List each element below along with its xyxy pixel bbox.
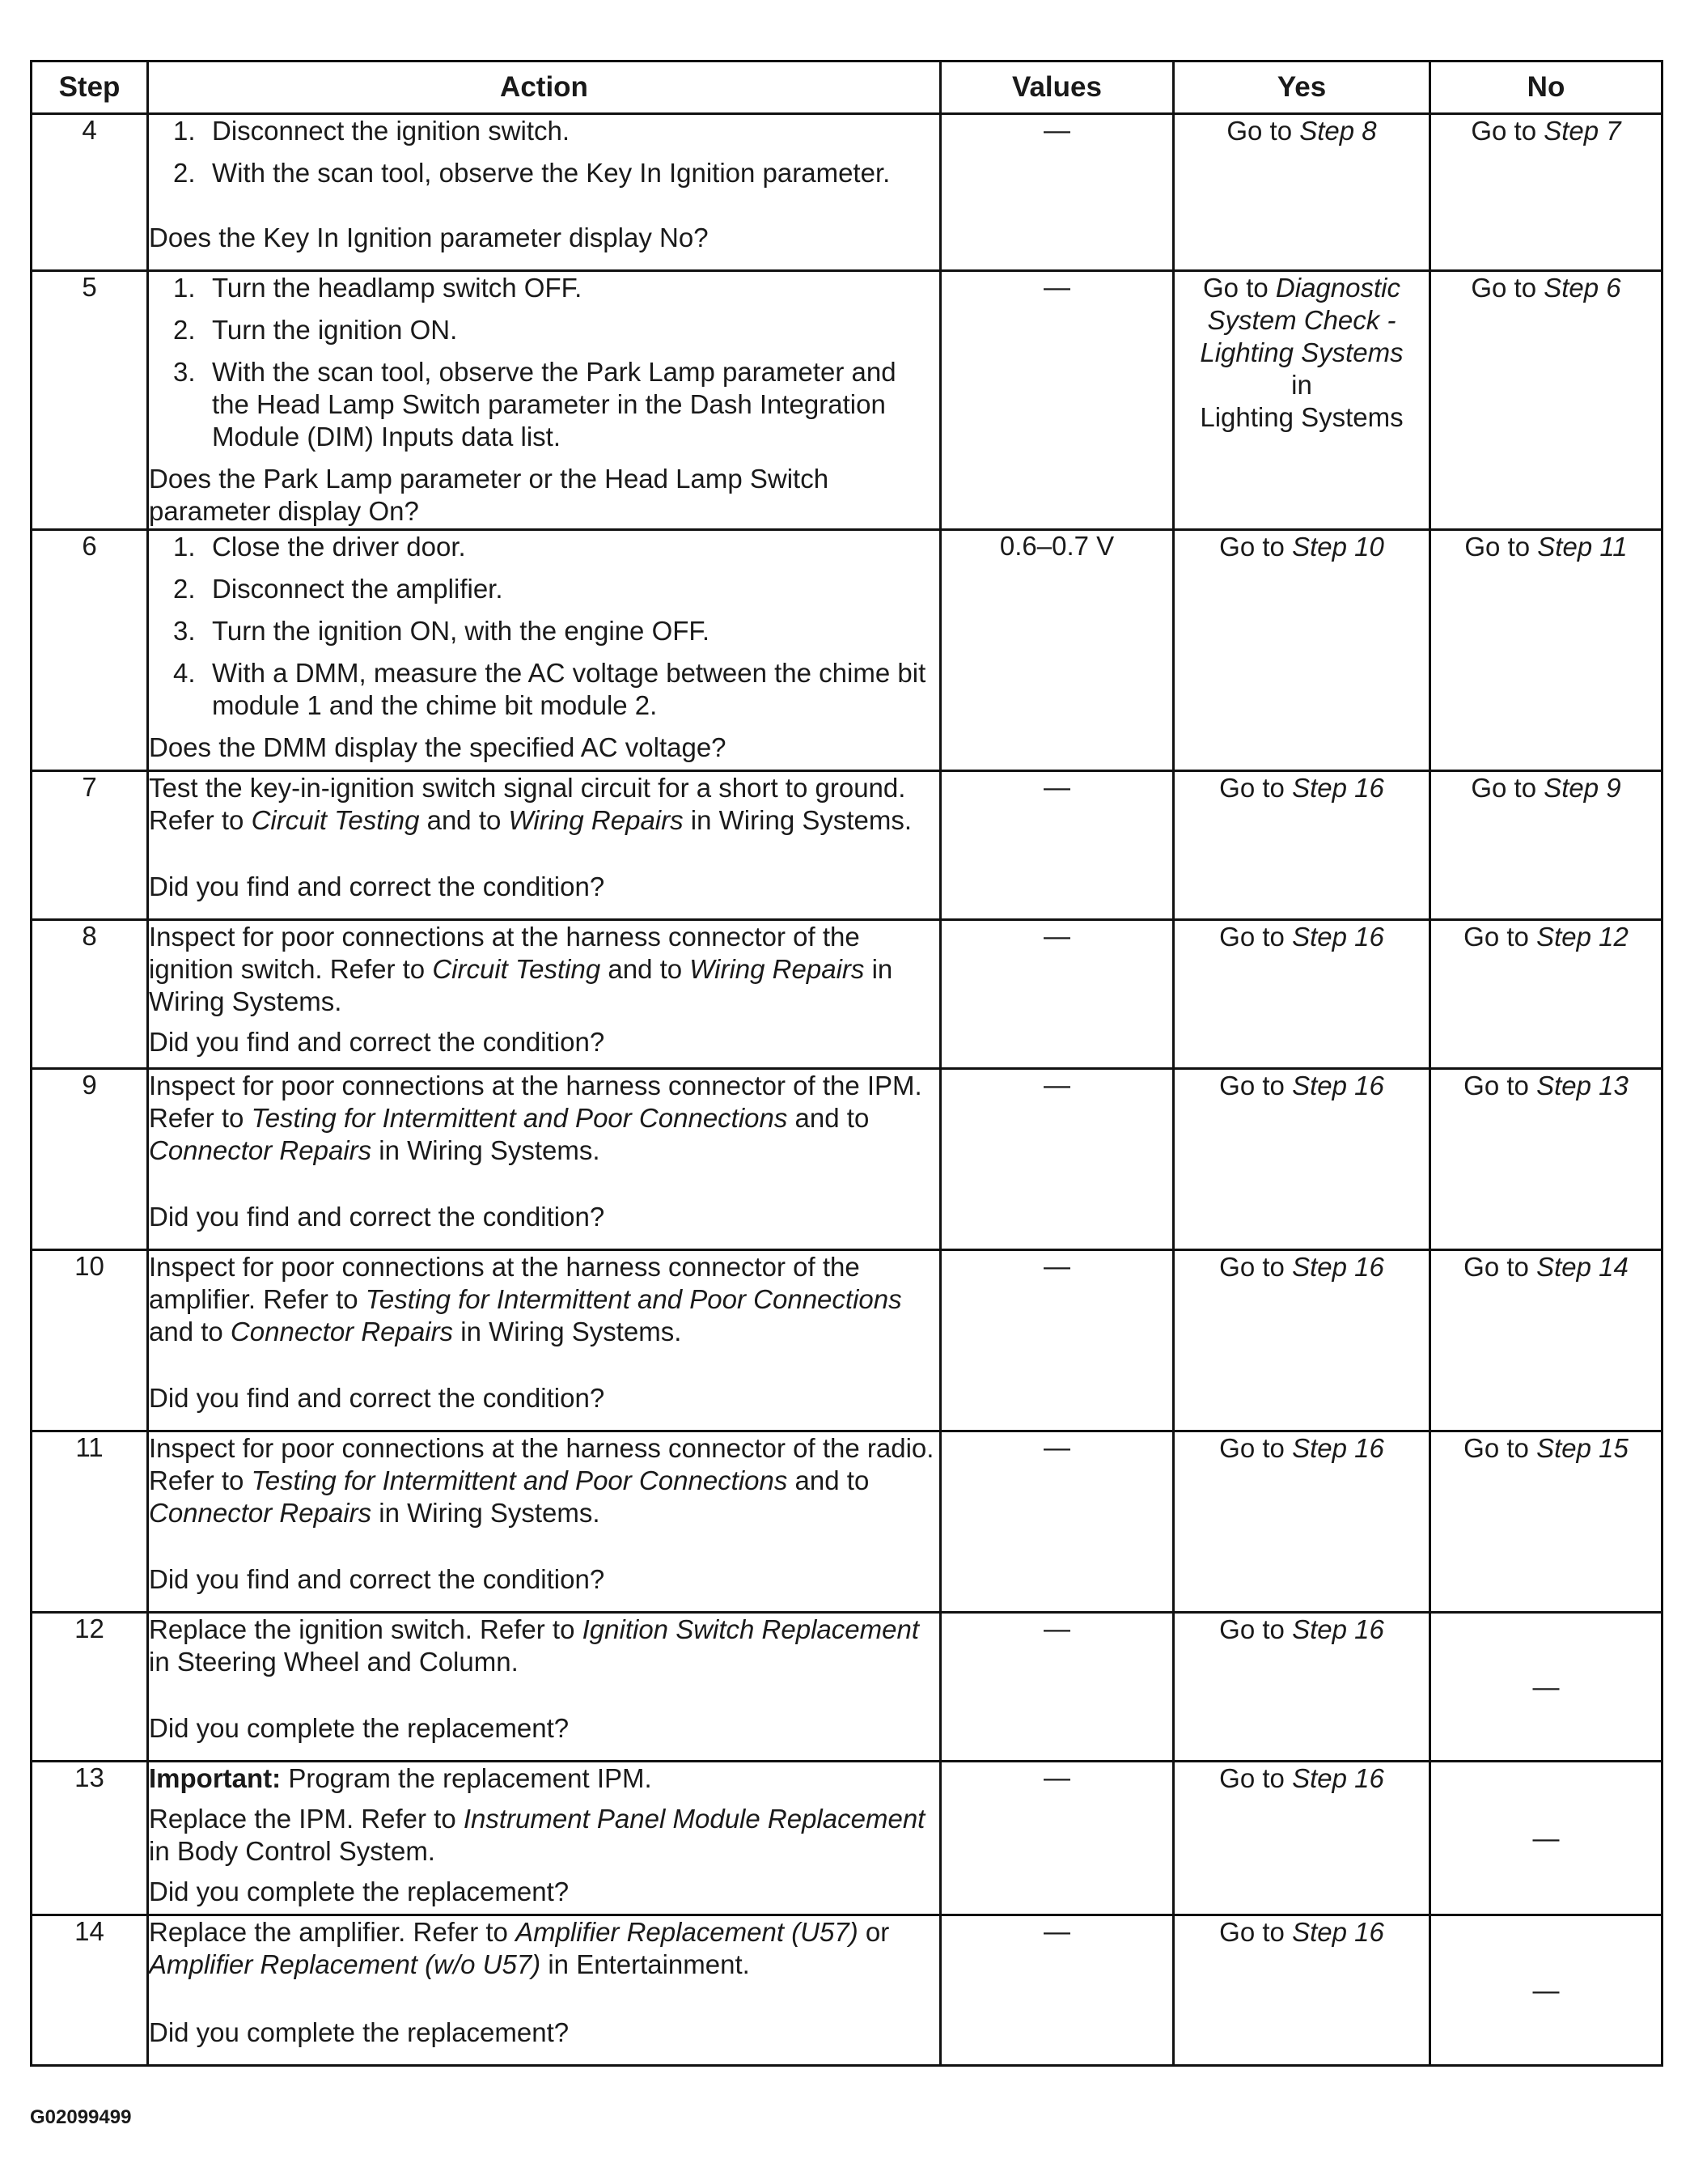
step-number: 6 xyxy=(82,531,97,561)
goto-target-link: Step 8 xyxy=(1299,116,1377,146)
yes-cell xyxy=(1174,530,1430,771)
step-cell xyxy=(32,1762,148,1915)
action-text xyxy=(149,921,939,1018)
value-text: — xyxy=(1044,1432,1070,1462)
value-text: — xyxy=(1044,921,1070,951)
action-cell xyxy=(148,771,941,920)
yes-goto[interactable] xyxy=(1175,115,1429,147)
action-text-part: and to xyxy=(787,1103,870,1133)
yes-goto[interactable] xyxy=(1175,1251,1429,1283)
reference-link: Connector Repairs xyxy=(230,1317,454,1346)
list-item-text: Turn the ignition ON. xyxy=(212,315,458,345)
list-item-text: With the scan tool, observe the Park Lamp parameter and the Head Lamp Switch parameter in the Dash Integration Module (DIM) Inputs data list. xyxy=(212,357,896,452)
header-action: Action xyxy=(148,61,941,114)
table-row xyxy=(32,530,1662,771)
yes-cell xyxy=(1174,920,1430,1069)
goto-target-link: Step 16 xyxy=(1292,1763,1384,1793)
list-item-number: 1. xyxy=(173,273,196,303)
table-header-row xyxy=(32,61,1662,114)
reference-link: Circuit Testing xyxy=(432,954,601,984)
action-cell xyxy=(148,530,941,771)
list-item-number: 2. xyxy=(173,574,196,604)
goto-prefix: Go to xyxy=(1219,922,1285,952)
table-row xyxy=(32,271,1662,530)
reference-link: Amplifier Replacement (U57) xyxy=(515,1917,858,1947)
values-cell xyxy=(941,530,1174,771)
action-text-part: or xyxy=(858,1917,890,1947)
list-item-number: 1. xyxy=(173,116,196,146)
list-item-number: 2. xyxy=(173,315,196,345)
action-question: Did you complete the replacement? xyxy=(149,2017,570,2047)
goto-prefix: Go to xyxy=(1463,1071,1529,1100)
action-text xyxy=(149,772,939,837)
goto-target-link: Step 12 xyxy=(1536,922,1629,952)
goto-prefix: Go to xyxy=(1219,1433,1285,1463)
action-question: Did you find and correct the condition? xyxy=(149,1202,605,1232)
list-item-text: Turn the headlamp switch OFF. xyxy=(212,273,582,303)
not-applicable-dash: — xyxy=(1532,1822,1560,1853)
action-list-item xyxy=(173,272,939,304)
goto-target-link: Step 16 xyxy=(1292,1917,1384,1947)
step-number: 7 xyxy=(82,772,97,802)
action-list-item xyxy=(173,531,939,563)
header-no: No xyxy=(1430,61,1662,114)
action-question: Did you complete the replacement? xyxy=(149,1713,570,1743)
table-row xyxy=(32,1762,1662,1915)
goto-target-link: Step 10 xyxy=(1292,532,1384,562)
important-note xyxy=(149,1762,939,1795)
goto-target-link: Step 16 xyxy=(1292,922,1384,952)
action-text-part: Replace the IPM. Refer to xyxy=(149,1804,464,1834)
yes-cell xyxy=(1174,1915,1430,2066)
no-goto[interactable] xyxy=(1431,531,1661,563)
action-text xyxy=(149,1251,939,1348)
step-number: 10 xyxy=(74,1251,104,1281)
goto-prefix: Go to xyxy=(1219,1614,1285,1644)
yes-goto[interactable] xyxy=(1175,1762,1429,1795)
value-text: — xyxy=(1044,1916,1070,1946)
step-cell xyxy=(32,1915,148,2066)
no-cell xyxy=(1430,920,1662,1069)
goto-target-link: Step 9 xyxy=(1544,773,1621,803)
goto-prefix: Go to xyxy=(1219,532,1285,562)
list-item-text: With a DMM, measure the AC voltage between the chime bit module 1 and the chime bit module 2. xyxy=(212,658,926,720)
action-cell xyxy=(148,1613,941,1762)
step-number: 13 xyxy=(74,1762,104,1792)
yes-goto[interactable] xyxy=(1175,1614,1429,1646)
value-text: — xyxy=(1044,1251,1070,1281)
goto-prefix: Go to xyxy=(1219,1071,1285,1100)
step-number: 4 xyxy=(82,115,97,145)
reference-link: Wiring Repairs xyxy=(689,954,865,984)
yes-cell xyxy=(1174,771,1430,920)
step-number: 5 xyxy=(82,272,97,302)
value-text: — xyxy=(1044,1614,1070,1643)
diagnostic-table xyxy=(30,60,1663,2067)
step-cell xyxy=(32,771,148,920)
action-list-item xyxy=(173,115,939,147)
no-cell xyxy=(1430,1613,1662,1762)
action-text-part: and to xyxy=(787,1465,870,1495)
action-text-part: Inspect for poor connections at the harness connector of the amplifier. Refer to xyxy=(149,1252,860,1314)
goto-prefix: Go to xyxy=(1463,1433,1529,1463)
goto-mid: in xyxy=(1291,370,1312,400)
goto-target-link: Step 7 xyxy=(1544,116,1621,146)
step-number: 9 xyxy=(82,1070,97,1100)
action-list-item xyxy=(173,657,939,722)
reference-link: Wiring Repairs xyxy=(508,805,684,835)
no-cell xyxy=(1430,530,1662,771)
no-goto[interactable] xyxy=(1431,272,1661,304)
no-cell xyxy=(1430,1250,1662,1431)
goto-prefix: Go to xyxy=(1471,273,1537,303)
value-text: — xyxy=(1044,115,1070,145)
action-cell xyxy=(148,1762,941,1915)
yes-goto[interactable] xyxy=(1175,1432,1429,1465)
action-list-item xyxy=(173,157,939,189)
goto-prefix: Go to xyxy=(1471,116,1537,146)
action-question: Did you find and correct the condition? xyxy=(149,1383,605,1413)
value-text: — xyxy=(1044,272,1070,302)
action-cell xyxy=(148,1250,941,1431)
important-label: Important: xyxy=(149,1763,282,1793)
action-question: Did you complete the replacement? xyxy=(149,1877,570,1906)
table-row xyxy=(32,1613,1662,1762)
action-cell xyxy=(148,271,941,530)
reference-link: Ignition Switch Replacement xyxy=(582,1614,919,1644)
goto-prefix: Go to xyxy=(1219,773,1285,803)
not-applicable-dash: — xyxy=(1532,1974,1560,2005)
action-text-part: Inspect for poor connections at the harness connector of the radio. Refer to xyxy=(149,1433,934,1495)
list-item-text: Close the driver door. xyxy=(212,532,466,562)
values-cell xyxy=(941,1915,1174,2066)
list-item-text: Disconnect the amplifier. xyxy=(212,574,503,604)
figure-id: G02099499 xyxy=(30,2106,132,2128)
action-text-part: in Steering Wheel and Column. xyxy=(149,1647,519,1677)
values-cell xyxy=(941,1431,1174,1613)
action-text-part: Replace the ignition switch. Refer to xyxy=(149,1614,582,1644)
list-item-text: Disconnect the ignition switch. xyxy=(212,116,570,146)
action-text-part: in Wiring Systems. xyxy=(149,954,893,1016)
list-item-number: 3. xyxy=(173,616,196,646)
step-cell xyxy=(32,1613,148,1762)
yes-cell xyxy=(1174,1762,1430,1915)
table-row xyxy=(32,1431,1662,1613)
action-text-part: Test the key-in-ignition switch signal circuit for a short to ground. Refer to xyxy=(149,773,906,835)
step-cell xyxy=(32,920,148,1069)
action-text-part: and to xyxy=(149,1317,231,1346)
reference-link: Circuit Testing xyxy=(251,805,420,835)
action-text-part: in Body Control System. xyxy=(149,1836,435,1866)
goto-prefix: Go to xyxy=(1471,773,1537,803)
action-cell xyxy=(148,1915,941,2066)
action-question: Did you find and correct the condition? xyxy=(149,1027,605,1057)
important-text: Program the replacement IPM. xyxy=(288,1763,652,1793)
no-cell xyxy=(1430,271,1662,530)
action-text xyxy=(149,1803,939,1868)
step-cell xyxy=(32,271,148,530)
yes-cell xyxy=(1174,114,1430,271)
action-list-item xyxy=(173,314,939,346)
goto-prefix: Go to xyxy=(1203,273,1269,303)
yes-goto[interactable] xyxy=(1175,531,1429,563)
step-cell xyxy=(32,1431,148,1613)
action-text xyxy=(149,1432,939,1529)
value-text: 0.6–0.7 V xyxy=(999,531,1115,561)
action-list-item xyxy=(173,356,939,453)
header-yes: Yes xyxy=(1174,61,1430,114)
yes-goto[interactable] xyxy=(1175,1916,1429,1949)
values-cell xyxy=(941,771,1174,920)
list-item-text: With the scan tool, observe the Key In Ignition parameter. xyxy=(212,158,891,188)
header-values: Values xyxy=(941,61,1174,114)
value-text: — xyxy=(1044,1070,1070,1100)
goto-target-link: Step 11 xyxy=(1537,532,1628,562)
no-cell xyxy=(1430,114,1662,271)
step-cell xyxy=(32,114,148,271)
action-question: Did you find and correct the condition? xyxy=(149,1564,605,1594)
table-row xyxy=(32,920,1662,1069)
goto-prefix: Go to xyxy=(1219,1763,1285,1793)
reference-link: Connector Repairs xyxy=(149,1498,372,1528)
reference-link: Connector Repairs xyxy=(149,1135,372,1165)
reference-link: Testing for Intermittent and Poor Connections xyxy=(251,1103,788,1133)
no-goto[interactable] xyxy=(1431,921,1661,953)
yes-goto[interactable] xyxy=(1175,272,1429,434)
yes-goto[interactable] xyxy=(1175,772,1429,804)
step-number: 11 xyxy=(75,1432,104,1462)
table-row xyxy=(32,1915,1662,2066)
no-goto[interactable] xyxy=(1431,1251,1661,1283)
goto-prefix: Go to xyxy=(1219,1252,1285,1282)
step-number: 14 xyxy=(74,1916,104,1946)
action-cell xyxy=(148,920,941,1069)
header-step: Step xyxy=(32,61,148,114)
yes-cell xyxy=(1174,271,1430,530)
action-cell xyxy=(148,1431,941,1613)
action-text xyxy=(149,1070,939,1167)
action-question: Does the Park Lamp parameter or the Head Lamp Switch parameter display On? xyxy=(149,464,829,526)
goto-prefix: Go to xyxy=(1463,1252,1529,1282)
action-text-part: in Wiring Systems. xyxy=(683,805,913,835)
action-text-part: in Entertainment. xyxy=(540,1949,750,1979)
table-row xyxy=(32,114,1662,271)
reference-link: Testing for Intermittent and Poor Connections xyxy=(365,1284,902,1314)
values-cell xyxy=(941,1069,1174,1250)
no-goto[interactable] xyxy=(1431,772,1661,804)
action-list-item xyxy=(173,573,939,605)
action-text xyxy=(149,1916,939,1981)
goto-target-link: Step 16 xyxy=(1292,1071,1384,1100)
no-goto[interactable] xyxy=(1431,1070,1661,1102)
goto-target-link: Step 13 xyxy=(1536,1071,1629,1100)
goto-target-link: Step 16 xyxy=(1292,1433,1384,1463)
action-text-part: in Wiring Systems. xyxy=(453,1317,682,1346)
no-cell xyxy=(1430,1069,1662,1250)
action-cell xyxy=(148,1069,941,1250)
goto-target-link: Step 15 xyxy=(1536,1433,1629,1463)
values-cell xyxy=(941,1613,1174,1762)
action-text-part: Replace the amplifier. Refer to xyxy=(149,1917,516,1947)
values-cell xyxy=(941,1762,1174,1915)
not-applicable-dash: — xyxy=(1532,1671,1560,1702)
no-cell xyxy=(1430,1431,1662,1613)
goto-prefix: Go to xyxy=(1464,532,1531,562)
action-list-item xyxy=(173,615,939,647)
table-row xyxy=(32,1069,1662,1250)
step-cell xyxy=(32,1250,148,1431)
action-question: Does the DMM display the specified AC voltage? xyxy=(149,732,726,762)
table-row xyxy=(32,1250,1662,1431)
value-text: — xyxy=(1044,1762,1070,1792)
values-cell xyxy=(941,1250,1174,1431)
action-text-part: in Wiring Systems. xyxy=(371,1135,600,1165)
list-item-number: 2. xyxy=(173,158,196,188)
values-cell xyxy=(941,271,1174,530)
no-goto[interactable] xyxy=(1431,1432,1661,1465)
yes-cell xyxy=(1174,1250,1430,1431)
list-item-number: 3. xyxy=(173,357,196,387)
action-question: Did you find and correct the condition? xyxy=(149,871,605,901)
goto-target-link: Diagnostic System Check - Lighting Systems xyxy=(1200,273,1404,367)
action-text-part: Inspect for poor connections at the harness connector of the IPM. Refer to xyxy=(149,1071,922,1133)
action-question: Does the Key In Ignition parameter display No? xyxy=(149,223,709,252)
step-number: 12 xyxy=(74,1614,104,1643)
no-cell xyxy=(1430,1915,1662,2066)
no-goto[interactable] xyxy=(1431,115,1661,147)
step-cell xyxy=(32,1069,148,1250)
reference-link: Amplifier Replacement (w/o U57) xyxy=(149,1949,541,1979)
list-item-text: Turn the ignition ON, with the engine OFF. xyxy=(212,616,710,646)
list-item-number: 4. xyxy=(173,658,196,688)
goto-prefix: Go to xyxy=(1226,116,1293,146)
value-text: — xyxy=(1044,772,1070,802)
yes-cell xyxy=(1174,1613,1430,1762)
goto-prefix: Go to xyxy=(1463,922,1529,952)
yes-cell xyxy=(1174,1069,1430,1250)
yes-goto[interactable] xyxy=(1175,921,1429,953)
goto-target-link: Step 6 xyxy=(1544,273,1621,303)
list-item-number: 1. xyxy=(173,532,196,562)
step-number: 8 xyxy=(82,921,97,951)
action-text-part: and to xyxy=(600,954,690,984)
reference-link: Instrument Panel Module Replacement xyxy=(463,1804,925,1834)
action-text-part: Inspect for poor connections at the harness connector of the ignition switch. Refer to xyxy=(149,922,860,984)
reference-link: Testing for Intermittent and Poor Connections xyxy=(251,1465,788,1495)
goto-suffix: Lighting Systems xyxy=(1200,402,1404,432)
action-text-part: in Wiring Systems. xyxy=(371,1498,600,1528)
table-row xyxy=(32,771,1662,920)
yes-cell xyxy=(1174,1431,1430,1613)
yes-goto[interactable] xyxy=(1175,1070,1429,1102)
goto-target-link: Step 16 xyxy=(1292,1614,1384,1644)
action-cell xyxy=(148,114,941,271)
action-text xyxy=(149,1614,939,1678)
step-cell xyxy=(32,530,148,771)
values-cell xyxy=(941,920,1174,1069)
no-cell xyxy=(1430,771,1662,920)
goto-target-link: Step 14 xyxy=(1536,1252,1629,1282)
goto-target-link: Step 16 xyxy=(1292,1252,1384,1282)
values-cell xyxy=(941,114,1174,271)
goto-target-link: Step 16 xyxy=(1292,773,1384,803)
goto-prefix: Go to xyxy=(1219,1917,1285,1947)
action-text-part: and to xyxy=(419,805,509,835)
no-cell xyxy=(1430,1762,1662,1915)
